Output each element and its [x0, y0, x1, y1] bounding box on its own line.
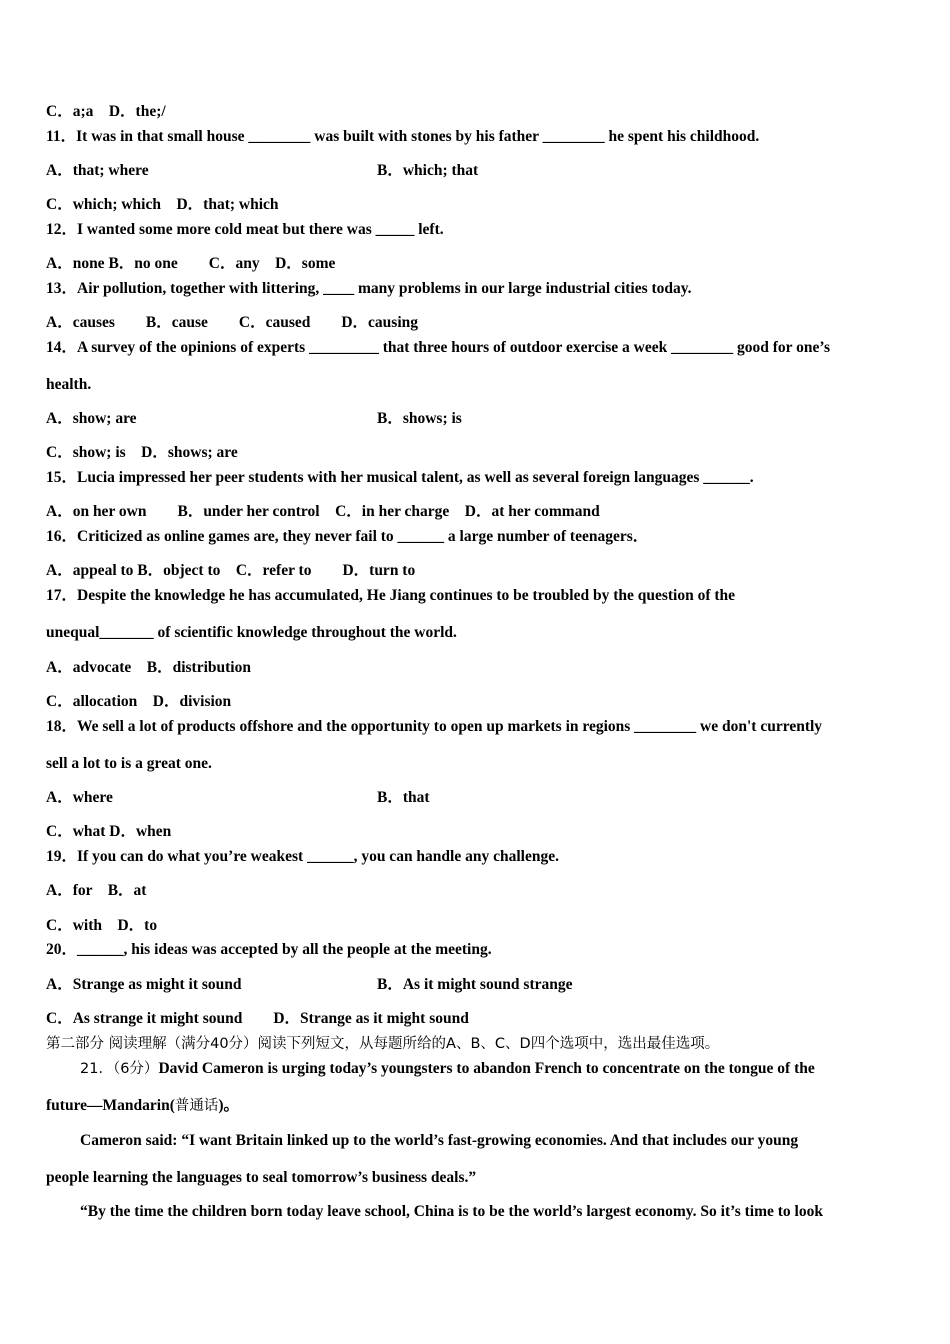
question-14-cont: health.	[46, 376, 92, 393]
q11-option-b: B．which; that	[377, 162, 479, 179]
passage-paragraph-1-cont: people learning the languages to seal tomorrow’s business deals.”	[46, 1169, 477, 1186]
q17-options-cd: C．allocation D．division	[46, 693, 232, 710]
passage-paragraph-2: “By the time the children born today leave school, China is to be the world’s largest economy. So it’s time to look	[80, 1203, 823, 1220]
question-21	[80, 1059, 815, 1079]
question-18: 18．We sell a lot of products offshore and the opportunity to open up markets in regions ________ we don't currently	[46, 718, 823, 735]
q21-cont-cjk: 普通话	[174, 1098, 219, 1114]
q18-options-cd: C．what D．when	[46, 823, 172, 840]
q19-options-ab: A．for B．at	[46, 882, 147, 899]
q11-option-a: A．that; where	[46, 162, 149, 179]
q20-option-b: B．As it might sound strange	[377, 976, 573, 993]
q16-options: A．appeal to B．object to C．refer to D．turn to	[46, 562, 416, 579]
question-17-cont: unequal_______ of scientific knowledge throughout the world.	[46, 624, 457, 641]
q20-options-cd: C．As strange it might sound D．Strange as it might sound	[46, 1010, 469, 1027]
question-19: 19．If you can do what you’re weakest ______, you can handle any challenge.	[46, 848, 559, 865]
q21-text: David Cameron is urging today’s youngsters to abandon French to concentrate on the tongue of the	[158, 1060, 815, 1077]
q19-options-cd: C．with D．to	[46, 917, 158, 934]
question-18-cont: sell a lot to is a great one.	[46, 755, 212, 772]
question-12: 12．I wanted some more cold meat but there was _____ left.	[46, 221, 444, 238]
q12-options: A．none B．no one C．any D．some	[46, 255, 336, 272]
q15-options: A．on her own B．under her control C．in her charge D．at her command	[46, 503, 600, 520]
q18-option-b: B．that	[377, 789, 430, 806]
question-14: 14．A survey of the opinions of experts _________ that three hours of outdoor exercise a week ________ good for one’s	[46, 339, 830, 356]
question-20: 20．______, his ideas was accepted by all the people at the meeting.	[46, 941, 492, 958]
q21-cont-b: )。	[218, 1097, 240, 1114]
question-21-cont	[46, 1096, 239, 1116]
q11-options-cd: C．which; which D．that; which	[46, 196, 279, 213]
question-17: 17．Despite the knowledge he has accumulated, He Jiang continues to be troubled by the question of the	[46, 587, 736, 604]
question-13: 13．Air pollution, together with littering, ____ many problems in our large industrial cities today.	[46, 280, 692, 297]
question-15: 15．Lucia impressed her peer students with her musical talent, as well as several foreign languages ______.	[46, 469, 754, 486]
q14-option-b: B．shows; is	[377, 410, 462, 427]
question-11: 11．It was in that small house ________ was built with stones by his father ________ he spent his childhood.	[46, 128, 760, 145]
part-two-heading: 第二部分 阅读理解（满分40分）阅读下列短文，从每题所给的A、B、C、D四个选项中，选出最佳选项。	[46, 1036, 720, 1052]
q10-options-cd: C．a;a D．the;/	[46, 103, 166, 120]
passage-paragraph-1: Cameron said: “I want Britain linked up to the world’s fast-growing economies. And that includes our young	[80, 1132, 799, 1149]
q21-cont-a: future—Mandarin(	[46, 1097, 175, 1114]
q18-option-a: A．where	[46, 789, 113, 806]
q17-options-ab: A．advocate B．distribution	[46, 659, 251, 676]
q14-option-a: A．show; are	[46, 410, 137, 427]
question-16: 16．Criticized as online games are, they never fail to ______ a large number of teenagers．	[46, 528, 649, 545]
q21-number: 21．（6分）	[80, 1061, 159, 1077]
q14-options-cd: C．show; is D．shows; are	[46, 444, 238, 461]
q20-option-a: A．Strange as might it sound	[46, 976, 242, 993]
q13-options: A．causes B．cause C．caused D．causing	[46, 314, 419, 331]
